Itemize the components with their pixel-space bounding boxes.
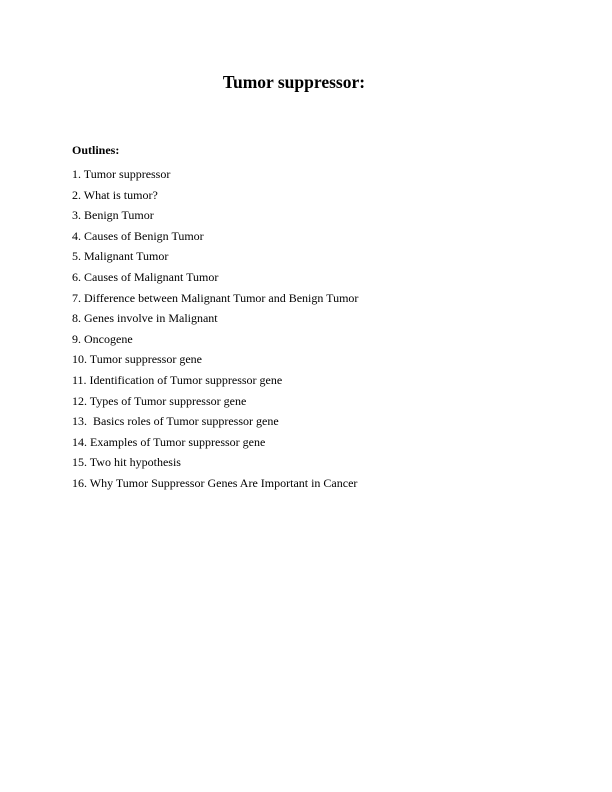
outline-item: 3. Benign Tumor bbox=[72, 208, 154, 223]
outline-item: 12. Types of Tumor suppressor gene bbox=[72, 393, 247, 408]
outline-item: 4. Causes of Benign Tumor bbox=[72, 228, 204, 243]
outline-list bbox=[72, 164, 358, 494]
outline-item: 5. Malignant Tumor bbox=[72, 249, 169, 264]
outline-item: 13. Basics roles of Tumor suppressor gene bbox=[72, 414, 279, 429]
outline-item: 14. Examples of Tumor suppressor gene bbox=[72, 434, 266, 449]
outline-heading: Outlines: bbox=[72, 143, 120, 157]
outline-item: 7. Difference between Malignant Tumor and Benign Tumor bbox=[72, 290, 359, 305]
outline-item: 8. Genes involve in Malignant bbox=[72, 311, 218, 326]
outline-item: 15. Two hit hypothesis bbox=[72, 455, 181, 470]
document-title: Tumor suppressor: bbox=[222, 72, 366, 92]
outline-item: 1. Tumor suppressor bbox=[72, 167, 171, 181]
outline-item: 11. Identification of Tumor suppressor gene bbox=[72, 372, 283, 387]
outline-item: 9. Oncogene bbox=[72, 331, 133, 346]
outline-item: 6. Causes of Malignant Tumor bbox=[72, 269, 219, 284]
outline-item: 2. What is tumor? bbox=[72, 187, 158, 202]
outline-item: 10. Tumor suppressor gene bbox=[72, 352, 203, 367]
outline-item: 16. Why Tumor Suppressor Genes Are Important in Cancer bbox=[72, 475, 358, 490]
